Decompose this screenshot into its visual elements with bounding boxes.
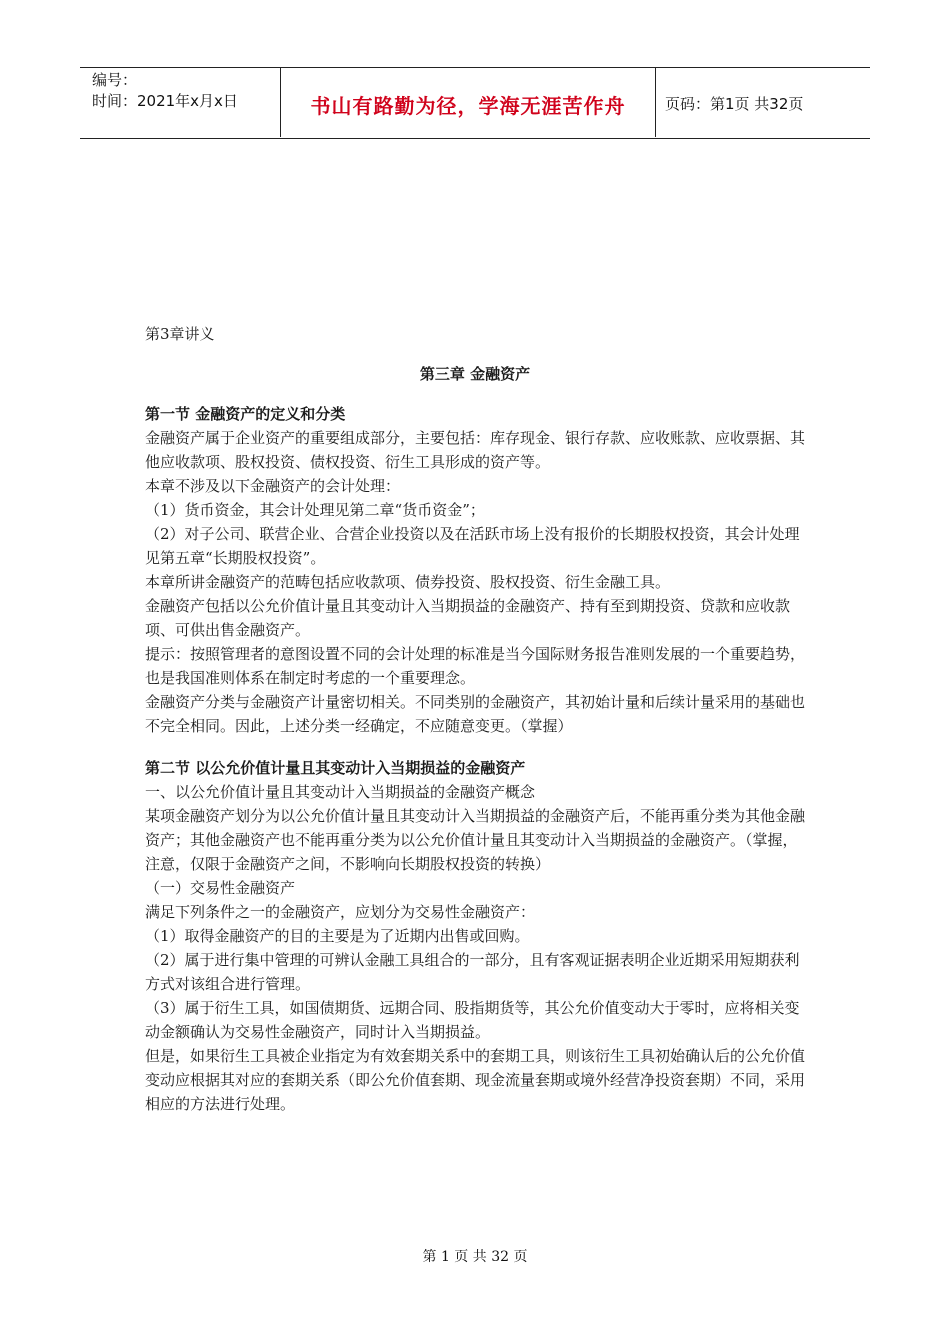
paragraph: （3）属于衍生工具，如国债期货、远期合同、股指期货等，其公允价值变动大于零时，应将相关变动金额确认为交易性金融资产，同时计入当期损益。: [145, 999, 800, 1041]
document-body: [145, 322, 805, 1116]
date-label: 时间：2021年x月x日: [92, 92, 238, 110]
header-motto: 书山有路勤为径，学海无涯苦作舟: [310, 94, 626, 118]
page-footer: 第 1 页 共 32 页: [422, 1249, 528, 1265]
paragraph: 金融资产分类与金融资产计量密切相关。不同类别的金融资产，其初始计量和后续计量采用的基础也不完全相同。因此，上述分类一经确定，不应随意变更。（掌握）: [145, 693, 806, 735]
paragraph: 但是，如果衍生工具被企业指定为有效套期关系中的套期工具，则该衍生工具初始确认后的公允价值变动应根据其对应的套期关系（即公允价值套期、现金流量套期或境外经营净投资套期）不同，采用相应的方法进行处理。: [145, 1047, 806, 1113]
section-heading: 第二节 以公允价值计量且其变动计入当期损益的金融资产: [145, 759, 526, 777]
header-divider: [280, 67, 281, 137]
lecture-title: 第3章讲义: [145, 325, 215, 343]
paragraph: 本章所讲金融资产的范畴包括应收款项、债券投资、股权投资、衍生金融工具。: [145, 573, 671, 591]
paragraph: 一、以公允价值计量且其变动计入当期损益的金融资产概念: [145, 783, 536, 801]
paragraph: （1）取得金融资产的目的主要是为了近期内出售或回购。: [145, 927, 530, 945]
paragraph: 金融资产属于企业资产的重要组成部分，主要包括：库存现金、银行存款、应收账款、应收票据、其他应收款项、股权投资、债权投资、衍生工具形成的资产等。: [145, 429, 806, 471]
paragraph: （2）属于进行集中管理的可辨认金融工具组合的一部分，且有客观证据表明企业近期采用短期获利方式对该组合进行管理。: [145, 951, 800, 993]
header-divider: [655, 67, 656, 137]
paragraph: 满足下列条件之一的金融资产，应划分为交易性金融资产：: [145, 903, 536, 921]
header-page-label: 页码：第1页 共32页: [665, 95, 804, 113]
chapter-title: 第三章 金融资产: [419, 365, 531, 383]
section-heading: 第一节 金融资产的定义和分类: [145, 405, 346, 423]
paragraph: 本章不涉及以下金融资产的会计处理：: [145, 477, 401, 495]
paragraph: （1）货币资金，其会计处理见第二章“货币资金”；: [145, 501, 485, 519]
header-info: [92, 70, 277, 112]
paragraph: （2）对子公司、联营企业、合营企业投资以及在活跃市场上没有报价的长期股权投资，其会计处理见第五章“长期股权投资”。: [145, 525, 800, 567]
paragraph: 金融资产包括以公允价值计量且其变动计入当期损益的金融资产、持有至到期投资、贷款和应收款项、可供出售金融资产。: [145, 597, 791, 639]
section-gap: [145, 738, 805, 756]
paragraph: 某项金融资产划分为以公允价值计量且其变动计入当期损益的金融资产后，不能再重分类为其他金融资产；其他金融资产也不能再重分类为以公允价值计量且其变动计入当期损益的金融资产。（掌握，注意，仅限于金融资产之间，不影响向长期股权投资的转换）: [145, 807, 806, 873]
paragraph: 提示：按照管理者的意图设置不同的会计处理的标准是当今国际财务报告准则发展的一个重要趋势，也是我国准则体系在制定时考虑的一个重要理念。: [145, 645, 806, 687]
paragraph: （一）交易性金融资产: [145, 879, 296, 897]
number-label: 编号：: [92, 71, 138, 89]
